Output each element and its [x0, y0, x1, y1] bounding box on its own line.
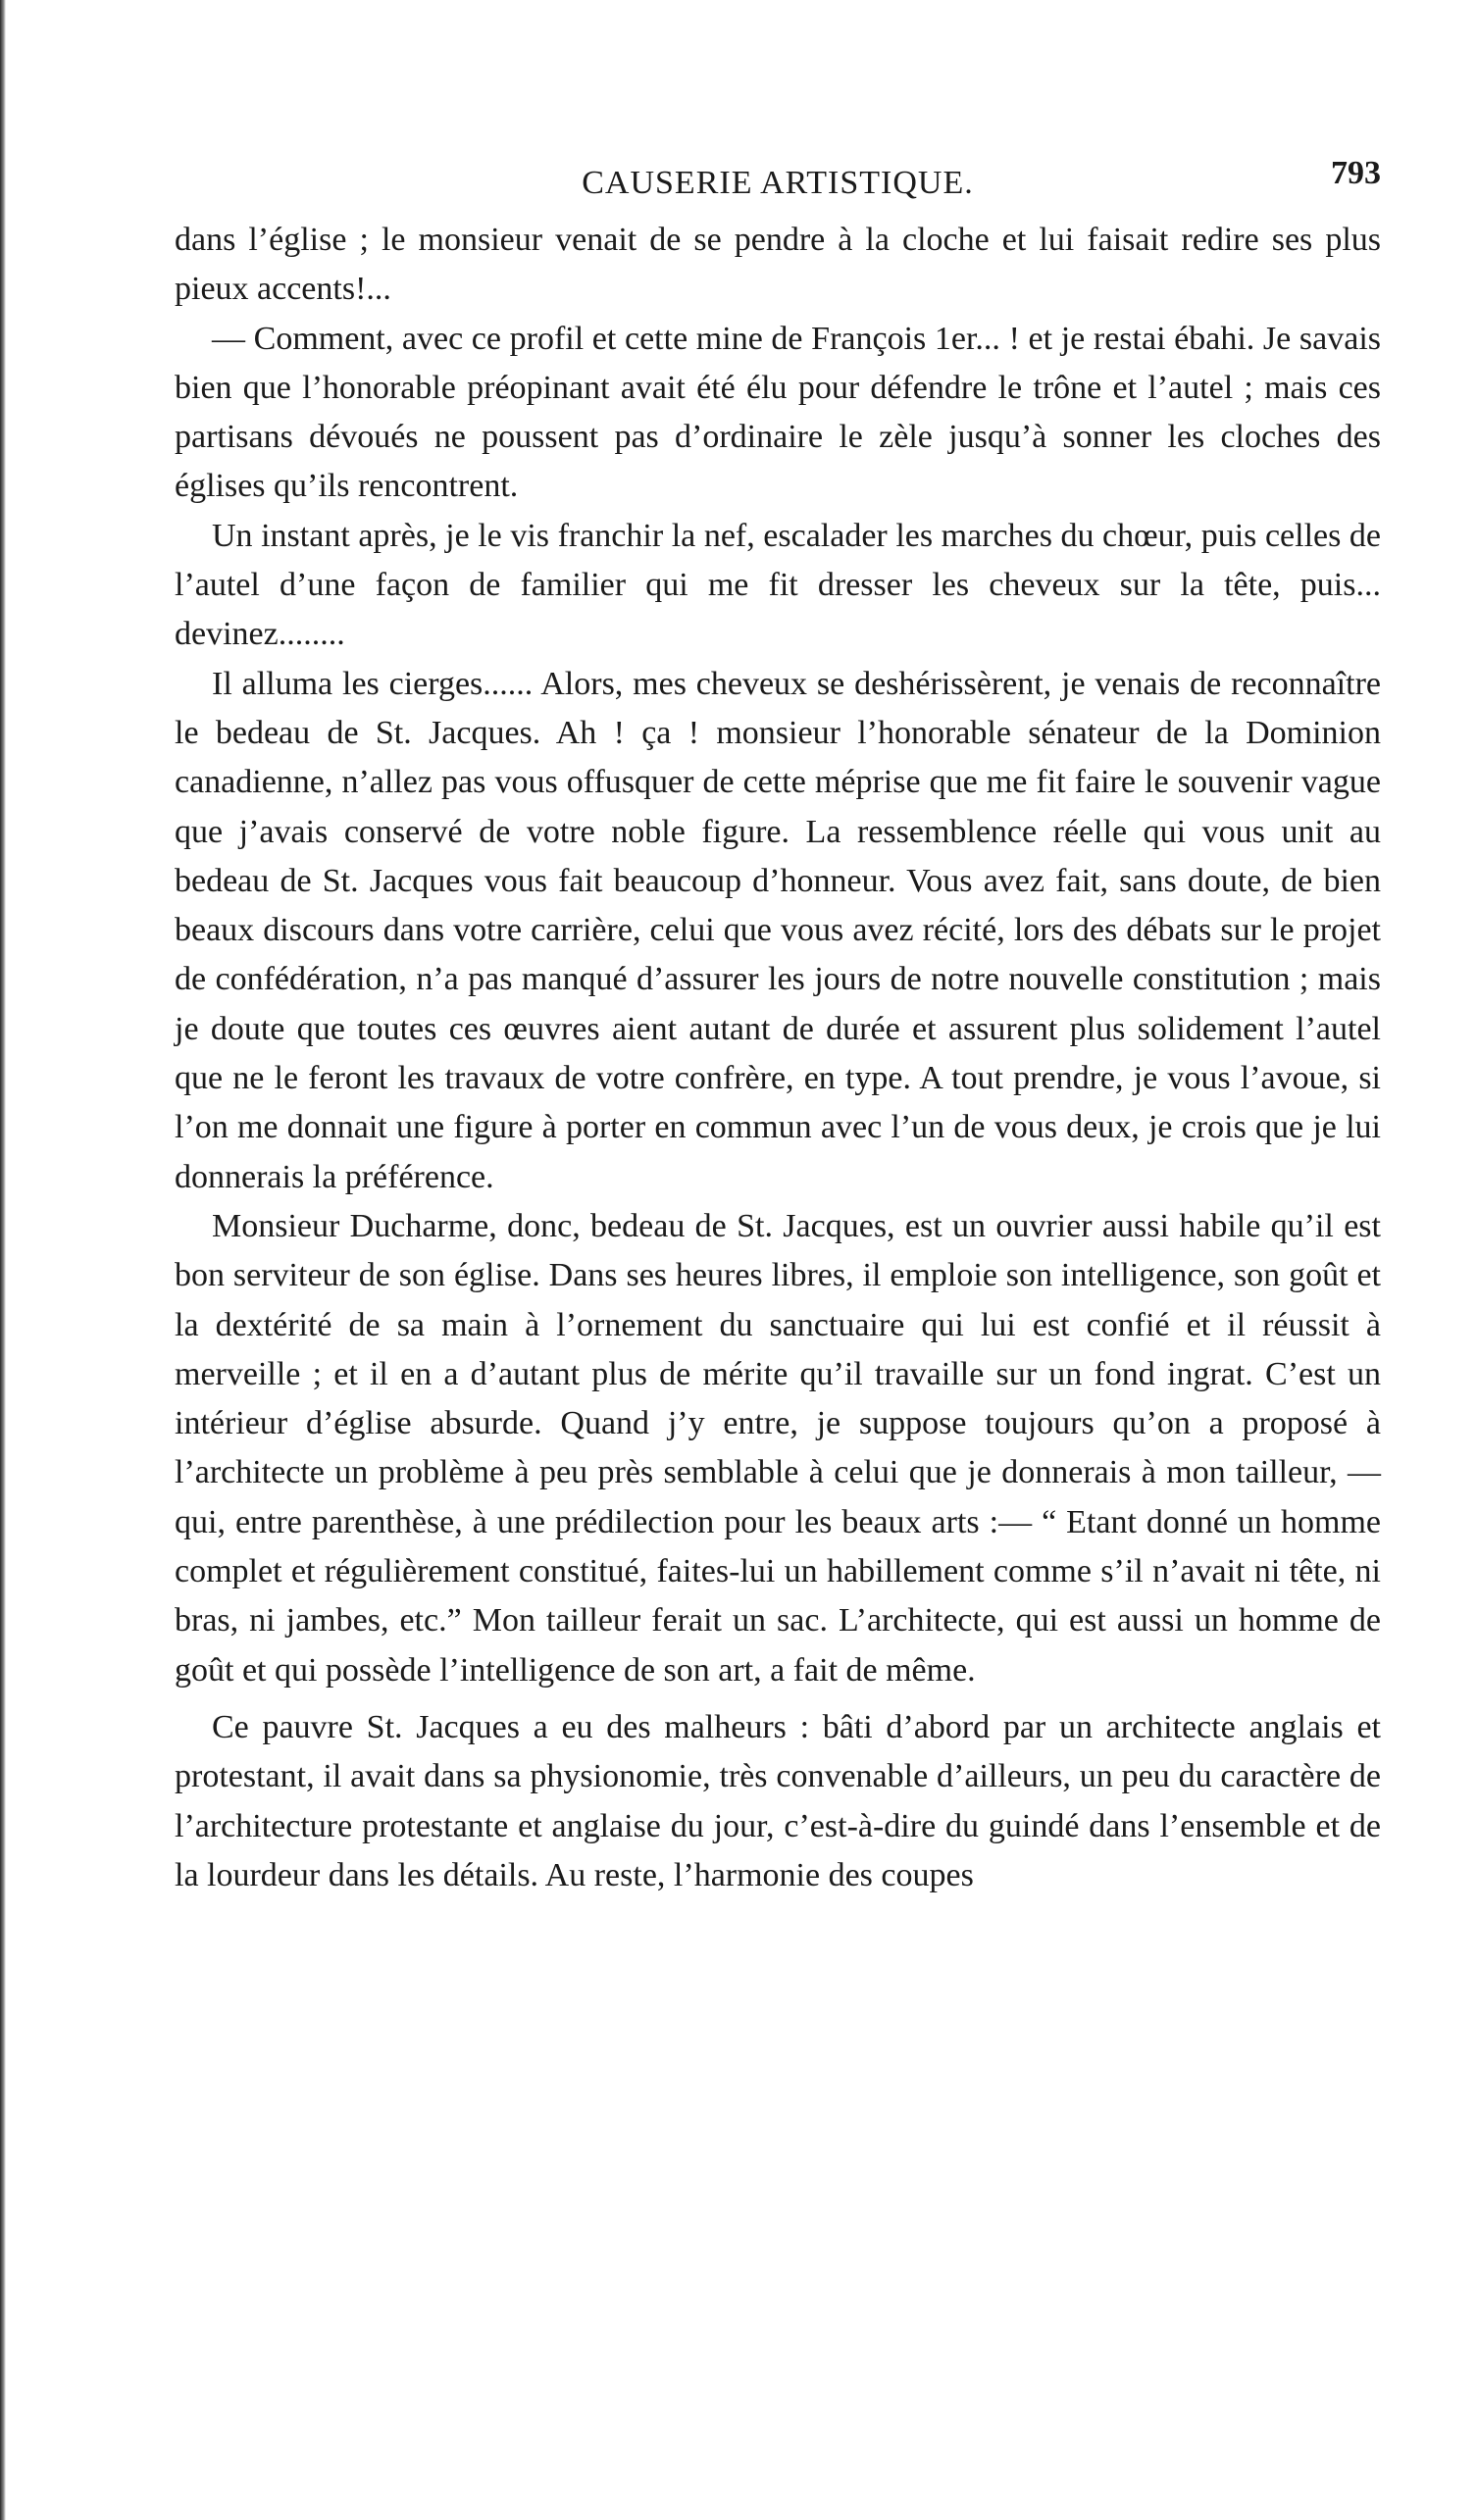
page-spine-shadow	[0, 0, 6, 2520]
paragraph-6: Ce pauvre St. Jacques a eu des malheurs : bâti d’abord par un architecte anglais et protestant, il avait dans sa physionomie, très convenable d’ailleurs, un peu du caractère de l’architecture protestante et anglaise du jour, c’est-à-dire du guindé dans l’ensemble et de la lourdeur dans les détails. Au reste, l’harmonie des coupes	[175, 1708, 1381, 1893]
paragraph-1: dans l’église ; le monsieur venait de se pendre à la cloche et lui faisait redire ses plus pieux accents!...	[175, 222, 1381, 308]
body-text	[175, 216, 1381, 1900]
page-header	[175, 147, 1381, 216]
paragraph-4: Il alluma les cierges...... Alors, mes cheveux se deshérissèrent, je venais de reconnaître le bedeau de St. Jacques. Ah ! ça ! monsieur l’honorable sénateur de la Dominion canadienne, n’allez pas vous offusquer de cette méprise que me fit faire le souvenir vague que j’avais conservé de votre noble figure. La ressemblence réelle qui vous unit au bedeau de St. Jacques vous fait beaucoup d’honneur. Vous avez fait, sans doute, de bien beaux discours dans votre carrière, celui que vous avez récité, lors des débats sur le projet de confédération, n’a pas manqué d’assurer les jours de notre nouvelle constitution ; mais je doute que toutes ces œuvres aient autant de durée et assurent plus solidement l’autel que ne le feront les travaux de votre confrère, en type. A tout prendre, je vous l’avoue, si l’on me donnait une figure à porter en commun avec l’un de vous deux, je crois que je lui donnerais la préférence.	[175, 665, 1381, 1195]
book-page	[175, 147, 1381, 1900]
paragraph-2: — Comment, avec ce profil et cette mine de François 1er... ! et je restai ébahi. Je savais bien que l’honorable préopinant avait été élu pour défendre le trône et l’autel ; mais ces partisans dévoués ne poussent pas d’ordinaire le zèle jusqu’à sonner les cloches des églises qu’ils rencontrent.	[175, 320, 1381, 505]
paragraph-3: Un instant après, je le vis franchir la nef, escalader les marches du chœur, puis celles de l’autel d’une façon de familier qui me fit dresser les cheveux sur la tête, puis... devinez........	[175, 517, 1381, 653]
page-number: 793	[1331, 155, 1381, 191]
paragraph-5: Monsieur Ducharme, donc, bedeau de St. Jacques, est un ouvrier aussi habile qu’il est bon serviteur de son église. Dans ses heures libres, il emploie son intelligence, son goût et la dextérité de sa main à l’ornement du sanctuaire qui lui est confié et il réussit à merveille ; et il en a d’autant plus de mérite qu’il travaille sur un fond ingrat. C’est un intérieur d’église absurde. Quand j’y entre, je suppose toujours qu’on a proposé à l’architecte un problème à peu près semblable à celui que je donnerais à mon tailleur, —qui, entre parenthèse, à une prédilection pour les beaux arts :— “ Etant donné un homme complet et régulièrement constitué, faites-lui un habillement comme s’il n’avait ni tête, ni bras, ni jambes, etc.” Mon tailleur ferait un sac. L’architecte, qui est aussi un homme de goût et qui possède l’intelligence de son art, a fait de même.	[175, 1207, 1381, 1688]
running-title: CAUSERIE ARTISTIQUE.	[582, 165, 974, 201]
